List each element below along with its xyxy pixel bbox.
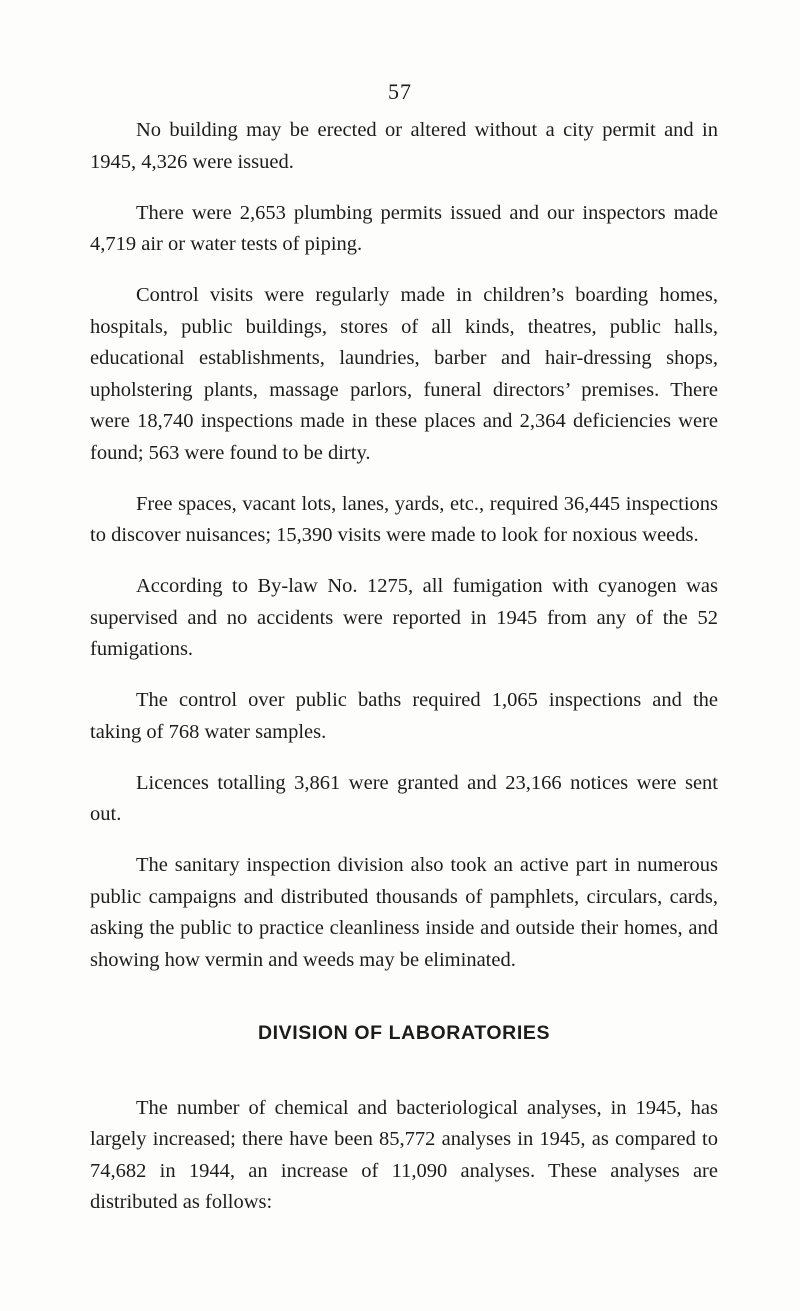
body-text [90,115,718,1238]
section-heading: DIVISION OF LABORATORIES [257,1022,551,1044]
paragraph-plumbing-permits: There were 2,653 plumbing permits issued and our inspectors made 4,719 air or water tests of piping. [90,201,718,255]
paragraph-fumigation: According to By-law No. 1275, all fumigation with cyanogen was supervised and no accidents were reported in 1945 from any of the 52 fumigations. [90,575,718,660]
paragraph-control-visits: Control visits were regularly made in children’s boarding homes, hospitals, public buildings, stores of all kinds, theatres, public halls, educational establishments, laundries, barber and hair-dressing shops, upholstering plants, massage parlors, funeral directors’ premises. There were 18,740 inspections made in these places and 2,364 deficiencies were found; 563 were found to be dirty. [90,284,718,464]
paragraph-building-permits: No building may be erected or altered without a city permit and in 1945, 4,326 were issued. [90,119,718,173]
page-number: 57 [388,79,412,104]
paragraph-free-spaces: Free spaces, vacant lots, lanes, yards, etc., required 36,445 inspections to discover nuisances; 15,390 visits were made to look for noxious weeds. [90,492,718,546]
paragraph-public-baths: The control over public baths required 1,065 inspections and the taking of 768 water samples. [90,689,718,743]
paragraph-laboratory-analyses: The number of chemical and bacteriological analyses, in 1945, has largely increased; there have been 85,772 analyses in 1945, as compared to 74,682 in 1944, an increase of 11,090 analyses. These analyses are distributed as follows: [90,1096,718,1213]
paragraph-licences: Licences totalling 3,861 were granted and 23,166 notices were sent out. [90,771,718,825]
paragraph-campaigns: The sanitary inspection division also took an active part in numerous public campaigns and distributed thousands of pamphlets, circulars, cards, asking the public to practice cleanliness inside and outside their homes, and showing how vermin and weeds may be eliminated. [90,854,718,971]
